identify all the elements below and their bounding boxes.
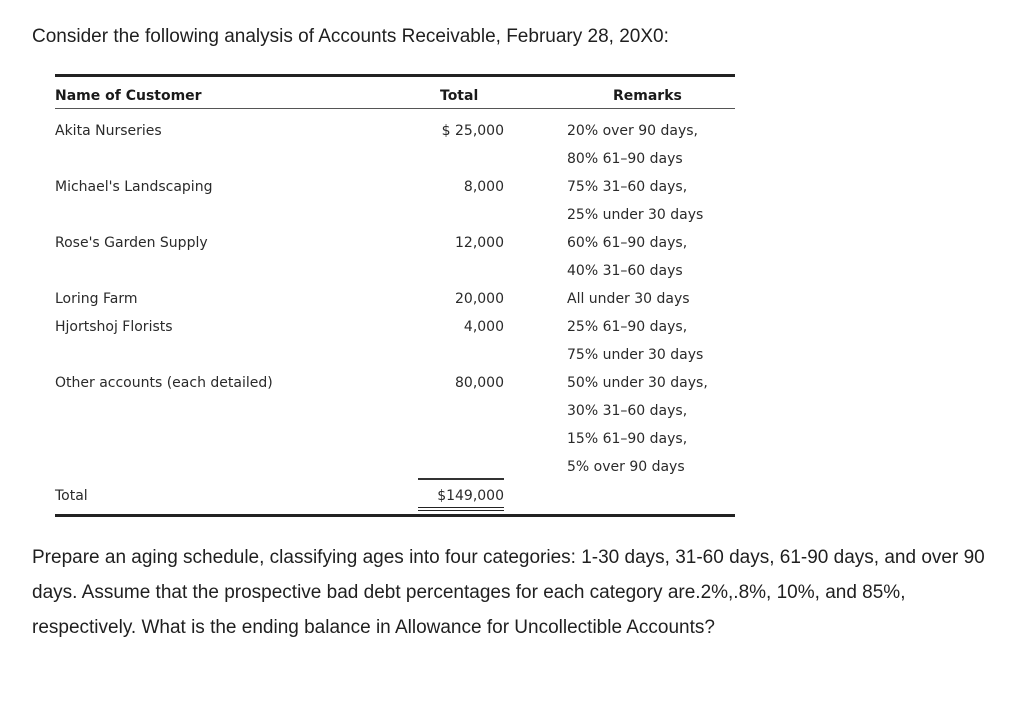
customer-remark: 25% under 30 days <box>567 207 704 223</box>
customer-remark: 5% over 90 days <box>567 459 685 475</box>
question-text: Prepare an aging schedule, classifying ages into four categories: 1-30 days, 31-60 days, 61-90 days, and over 90 days. Assume that the prospective bad debt percentages for each category are.2%,.8%, 10%, and 85%, respectively. What is the ending balance in Allowance for Uncollectible Accounts? <box>32 547 985 638</box>
customer-remark: 75% 31–60 days, <box>567 179 688 195</box>
total-underline <box>418 478 504 480</box>
customer-remark: 80% 61–90 days <box>567 151 683 167</box>
customer-name: Michael's Landscaping <box>55 179 213 195</box>
customer-name: Akita Nurseries <box>55 123 162 139</box>
customer-total: 12,000 <box>455 235 504 251</box>
customer-name: Loring Farm <box>55 291 138 307</box>
customer-name: Hjortshoj Florists <box>55 319 173 335</box>
customer-total: 8,000 <box>463 179 504 195</box>
customer-remark: 30% 31–60 days, <box>567 403 688 419</box>
total-double-underline <box>418 510 504 511</box>
customer-remark: All under 30 days <box>567 291 690 307</box>
header-rule <box>55 108 735 109</box>
total-label: Total <box>55 488 88 504</box>
customer-total: 80,000 <box>455 375 504 391</box>
receivables-table-image <box>50 74 740 524</box>
customer-total: 4,000 <box>463 319 504 335</box>
customer-remark: 50% under 30 days, <box>567 375 708 391</box>
header-remarks: Remarks <box>613 88 682 104</box>
customer-name: Other accounts (each detailed) <box>55 375 273 391</box>
customer-remark: 20% over 90 days, <box>567 123 698 139</box>
customer-total: 20,000 <box>455 291 504 307</box>
intro-text: Consider the following analysis of Accounts Receivable, February 28, 20X0: <box>32 26 669 47</box>
customer-remark: 75% under 30 days <box>567 347 704 363</box>
total-double-underline <box>418 507 504 508</box>
customer-remark: 25% 61–90 days, <box>567 319 688 335</box>
customer-remark: 40% 31–60 days <box>567 263 683 279</box>
customer-name: Rose's Garden Supply <box>55 235 208 251</box>
table-bottom-rule <box>55 514 735 517</box>
total-value: $149,000 <box>437 488 504 504</box>
header-name-of-customer: Name of Customer <box>55 88 202 104</box>
customer-remark: 60% 61–90 days, <box>567 235 688 251</box>
header-total: Total <box>440 88 479 104</box>
customer-total: $ 25,000 <box>441 123 504 139</box>
customer-remark: 15% 61–90 days, <box>567 431 688 447</box>
table-top-rule <box>55 74 735 77</box>
